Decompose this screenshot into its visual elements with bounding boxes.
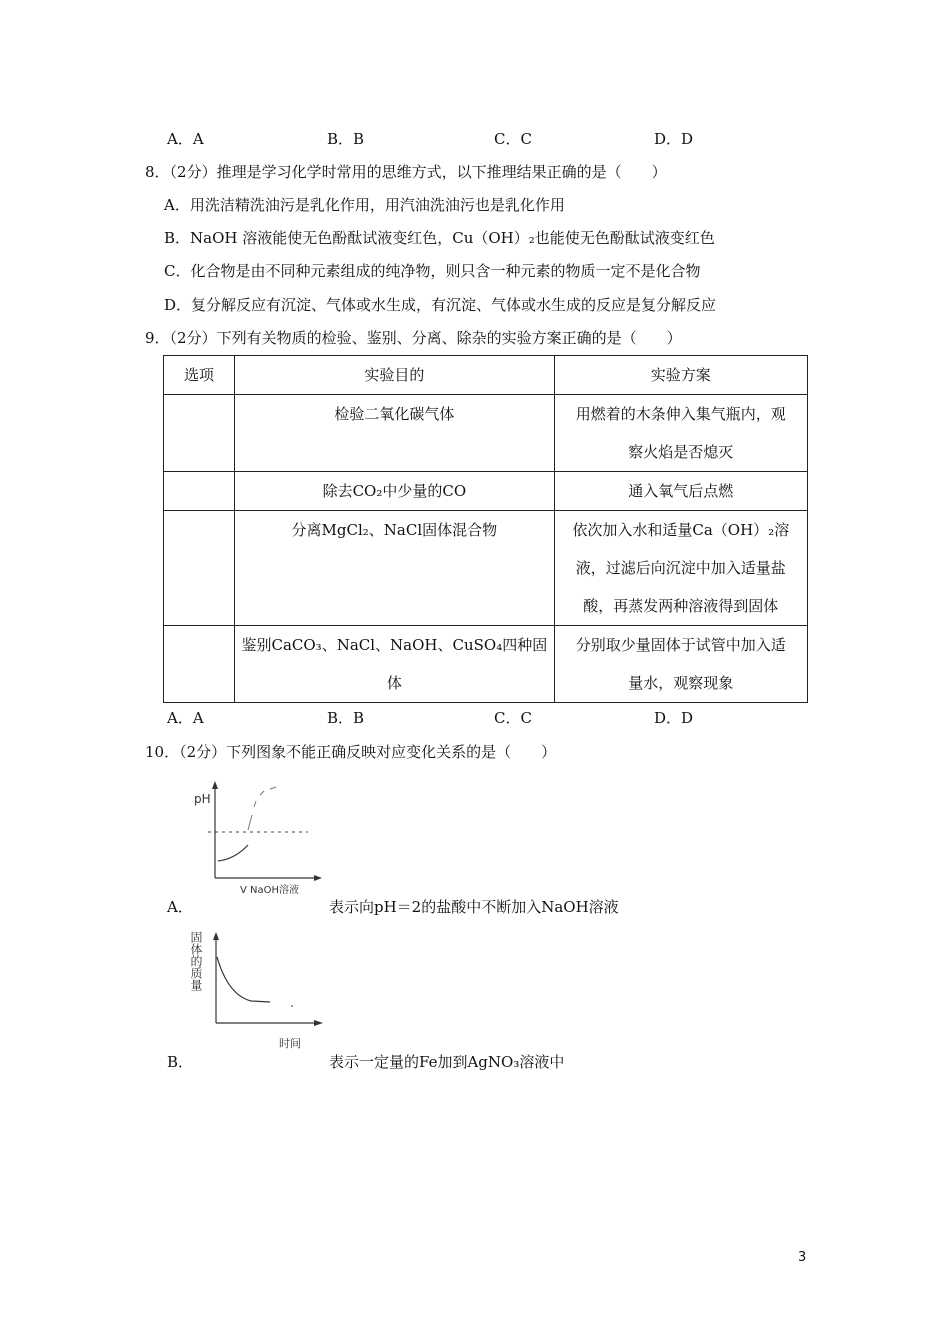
row-plan	[554, 472, 807, 511]
plan-line: 量水，观察现象	[628, 674, 734, 692]
q7-option-c: C．C	[494, 130, 532, 148]
plan-line: 通入氧气后点燃	[628, 482, 734, 500]
q7-option-b: B．B	[327, 130, 365, 148]
header-option: 选项	[164, 356, 235, 395]
q9-option-c: C．C	[494, 709, 532, 727]
q7-option-d: D．D	[654, 130, 694, 148]
row-option	[164, 511, 235, 626]
header-plan: 实验方案	[554, 356, 807, 395]
q10-option-b-label: B．	[167, 1053, 194, 1071]
plan-line: 用燃着的木条伸入集气瓶内，观	[575, 405, 786, 423]
graph-a-xlabel: V NaOH溶液	[240, 885, 300, 895]
page-number: 3	[798, 1250, 807, 1265]
table-row	[164, 511, 808, 626]
table-row	[164, 472, 808, 511]
q10-option-a-text: 表示向pH＝2的盐酸中不断加入NaOH溶液	[329, 898, 619, 916]
q10-stem: 10．（2分）下列图象不能正确反映对应变化关系的是（ ）	[145, 743, 557, 761]
row-plan	[554, 511, 807, 626]
q9-option-b: B．B	[327, 709, 365, 727]
q8-option-d: D．复分解反应有沉淀、气体或水生成，有沉淀、气体或水生成的反应是复分解反应	[164, 296, 717, 314]
plan-line: 分别取少量固体于试管中加入适	[575, 636, 786, 654]
row-purpose: 除去CO₂中少量的CO	[235, 472, 554, 511]
row-plan	[554, 626, 807, 703]
q10-graph-a	[190, 775, 330, 895]
q10-graph-b	[186, 925, 331, 1053]
header-purpose: 实验目的	[235, 356, 554, 395]
q8-option-b: B．NaOH 溶液能使无色酚酞试液变红色，Cu（OH）₂也能使无色酚酞试液变红色	[164, 229, 715, 247]
plan-line: 液，过滤后向沉淀中加入适量盐	[575, 559, 786, 577]
row-option	[164, 472, 235, 511]
row-purpose: 检验二氧化碳气体	[235, 395, 554, 472]
q9-stem: 9．（2分）下列有关物质的检验、鉴别、分离、除杂的实验方案正确的是（ ）	[145, 329, 682, 347]
row-purpose: 鉴别CaCO₃、NaCl、NaOH、CuSO₄四种固体	[235, 626, 554, 703]
graph-b-ylabel: 固体的质量	[189, 931, 203, 991]
q8-stem: 8．（2分）推理是学习化学时常用的思维方式，以下推理结果正确的是（ ）	[145, 163, 667, 181]
q7-option-a: A．A	[167, 130, 204, 148]
table-row	[164, 626, 808, 703]
graph-b-xlabel: 时间	[279, 1037, 301, 1050]
row-purpose: 分离MgCl₂、NaCl固体混合物	[235, 511, 554, 626]
q9-option-d: D．D	[654, 709, 694, 727]
q8-option-c: C．化合物是由不同种元素组成的纯净物，则只含一种元素的物质一定不是化合物	[164, 262, 701, 280]
graph-a-ylabel: pH	[194, 792, 211, 806]
plan-line: 察火焰是否熄灭	[628, 443, 734, 461]
q10-option-b-text: 表示一定量的Fe加到AgNO₃溶液中	[329, 1053, 565, 1071]
plan-line: 依次加入水和适量Ca（OH）₂溶	[572, 521, 790, 539]
row-plan	[554, 395, 807, 472]
table-row	[164, 395, 808, 472]
q8-option-a: A．用洗洁精洗油污是乳化作用，用汽油洗油污也是乳化作用	[164, 196, 565, 214]
q9-option-a: A．A	[167, 709, 204, 727]
plan-line: 酸，再蒸发两种溶液得到固体	[583, 597, 779, 615]
row-option	[164, 626, 235, 703]
row-option	[164, 395, 235, 472]
table-header-row	[164, 356, 808, 395]
q10-option-a-label: A．	[167, 898, 193, 916]
q9-experiment-table	[163, 355, 808, 703]
